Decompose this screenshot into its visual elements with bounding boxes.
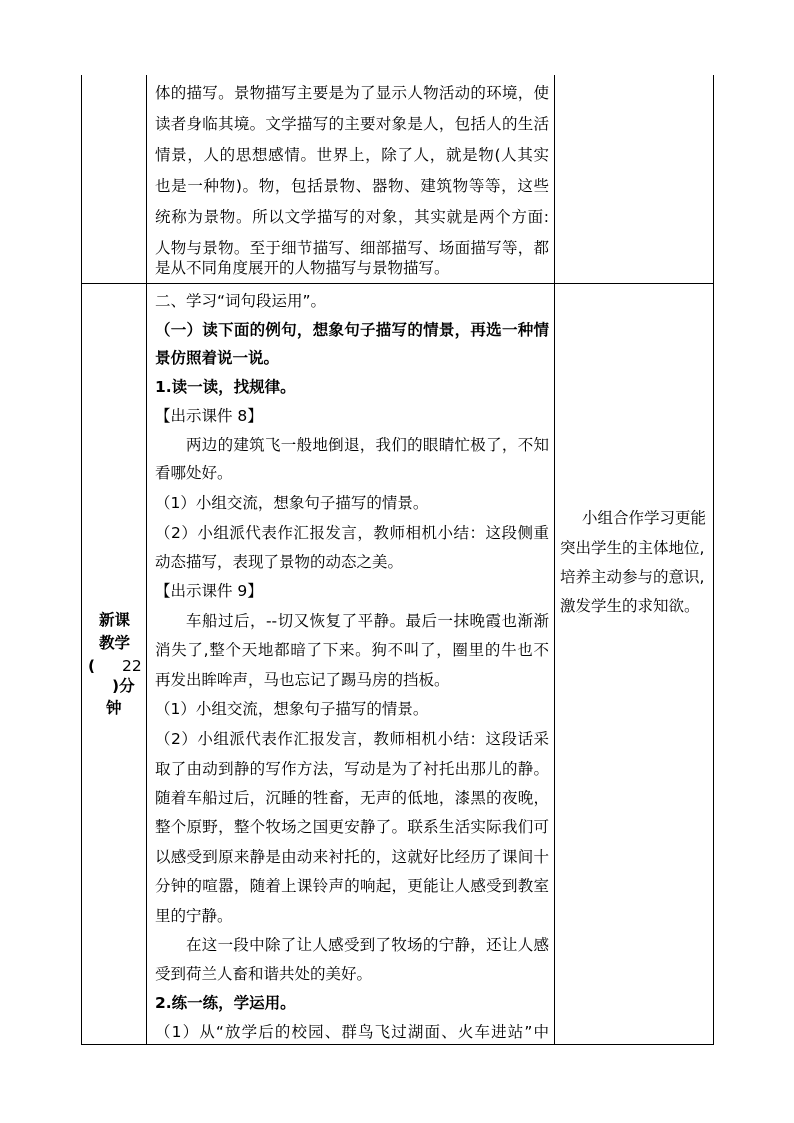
example-text: 车船过后，--切又恢复了平静。最后一抹晚霞也渐渐 [186,612,549,630]
question-text: 分钟的喧嚣，随着上课铃声的响起，更能让人感受到教室 [155,877,549,895]
question-text: 随着车船过后，沉睡的牲畜，无声的低地，漆黑的夜晚， [155,789,549,807]
paragraph-text: 在这一段中除了让人感受到了牧场的宁静，还让人感 [186,936,549,954]
design-note-line: 小组合作学习更能 [582,509,707,527]
paragraph-text: 受到荷兰人畜和谐共处的美好。 [155,965,373,983]
example-text: 再发出眸哞声，马也忘记了踢马房的挡板。 [155,671,450,689]
stage-label-paren: ( [88,657,96,675]
design-note-line: 突出学生的主体地位, [560,539,705,557]
text-line: 人物与景物。至于细节描写、细部描写、场面描写等，都 [155,239,549,257]
example-text: 两边的建筑飞一般地倒退，我们的眼睛忙极了，不知 [186,436,549,454]
stage-label-line: 新课 [99,611,131,629]
step-heading: 1.读一读，找规律。 [155,378,296,396]
table-divider-note [554,75,555,1045]
text-line: 情景，人的思想感情。世界上，除了人，就是物(人其实 [155,146,549,164]
table-divider-stage [146,75,147,1045]
table-row-divider [81,283,714,284]
text-line: 体的描写。景物描写主要是为了显示人物活动的环境，使 [155,84,549,102]
slide-cue: 【出示课件 8】 [155,407,263,425]
question-text: 取了由动到静的写作方法，写动是为了衬托出那儿的静。 [155,760,549,778]
section-heading: 二、学习“词句段运用”。 [155,292,327,310]
question-text: （1）小组交流，想象句子描写的情景。 [155,494,429,512]
stage-label-minutes: 22 [122,657,142,675]
question-text: （2）小组派代表作汇报发言，教师相机小结：这段话采 [155,730,549,748]
table-border-bottom [81,1044,714,1045]
question-text: 以感受到原来静是由动来衬托的，这就好比经历了课间十 [155,848,549,866]
question-text: （1）小组交流，想象句子描写的情景。 [155,700,429,718]
stage-label-line: 钟 [106,699,122,717]
question-text: （2）小组派代表作汇报发言，教师相机小结：这段侧重 [155,524,549,542]
text-line: 也是一种物)。物，包括景物、器物、建筑物等等，这些 [155,177,549,195]
question-text: 里的宁静。 [155,907,233,925]
slide-cue: 【出示课件 9】 [155,582,263,600]
subsection-heading: （一）读下面的例句，想象句子描写的情景，再选一种情 [155,321,549,339]
text-line: 统称为景物。所以文学描写的对象，其实就是两个方面: [155,208,549,226]
design-note-line: 培养主动参与的意识, [560,568,705,586]
stage-label-line: )分 [112,677,135,695]
question-text: （1）从“放学后的校园、群鸟飞过湖面、火车进站”中 [155,1023,549,1041]
stage-label-line: 教学 [99,634,131,652]
question-text: 整个原野，整个牧场之国更安静了。联系生活实际我们可 [155,818,549,836]
example-text: 消失了,整个天地都暗了下来。狗不叫了，圈里的牛也不 [155,641,549,659]
step-heading: 2.练一练，学运用。 [155,994,296,1012]
table-border-left [81,75,82,1045]
text-line: 是从不同角度展开的人物描写与景物描写。 [155,259,450,277]
table-border-right [713,75,714,1045]
example-text: 看哪处好。 [155,464,233,482]
design-note-line: 激发学生的求知欲。 [560,597,700,615]
question-text: 动态描写，表现了景物的动态之美。 [155,553,404,571]
text-line: 读者身临其境。文学描写的主要对象是人，包括人的生活 [155,115,549,133]
subsection-heading: 景仿照着说一说。 [155,349,280,367]
